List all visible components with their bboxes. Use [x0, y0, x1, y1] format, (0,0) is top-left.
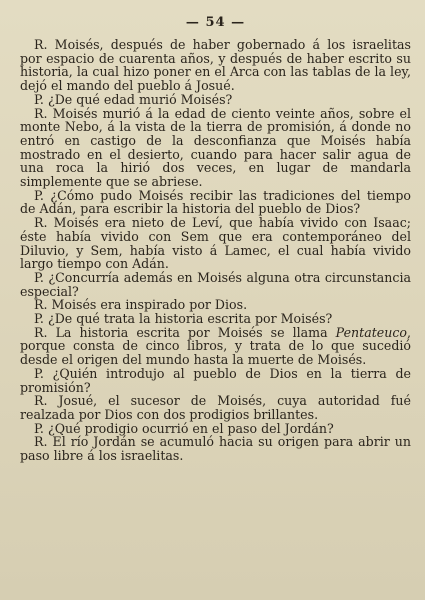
paragraph-text: ¿Cómo pudo Moisés recibir las tradiciones del tiempo de Adán, para escribir la historia del pueblo de Dios?	[20, 187, 411, 217]
paragraph-12	[20, 422, 411, 436]
speaker-label: R.	[34, 434, 48, 450]
speaker-label: P.	[34, 311, 44, 327]
paragraph-text: Moisés era nieto de Leví, que había vivido con Isaac; éste había vivido con Sem que era contemporáneo del Diluvio, y Sem, había visto á Lamec, el cual había vivido largo tiempo con Adán.	[20, 215, 411, 272]
paragraph-text-continued: , porque consta de cinco libros, y trata de lo que sucedió desde el origen del mundo hasta la muerte de Moisés.	[20, 324, 411, 368]
paragraph-text: La historia escrita por Moisés se llama	[55, 324, 336, 340]
paragraph-text: ¿De qué trata la historia escrita por Moisés?	[47, 311, 333, 327]
paragraph-text: Moisés murió á la edad de ciento veinte años, sobre el monte Nebo, á la vista de la tierra de promisión, á donde no entró en castigo de la desconfianza que Moisés había mostrado en el desierto, cuando para hacer salir agua de una roca la hirió dos veces, en lugar de mandarla simplemente que se abriese.	[20, 105, 411, 190]
paragraph-text: ¿Qué prodigio ocurrió en el paso del Jordán?	[47, 420, 334, 436]
paragraph-11	[20, 394, 411, 421]
speaker-label: R.	[34, 393, 48, 409]
speaker-label: P.	[34, 187, 44, 203]
paragraph-10	[20, 367, 411, 394]
speaker-label: P.	[34, 269, 44, 285]
book-title: Pentateuco	[335, 324, 407, 340]
paragraph-text: Josué, el sucesor de Moisés, cuya autoridad fué realzada por Dios con dos prodigios brillantes.	[20, 393, 411, 422]
paragraph-8	[20, 312, 411, 326]
paragraph-text: ¿Concurría además en Moisés alguna otra circunstancia especial?	[20, 269, 411, 299]
paragraph-1	[20, 38, 411, 93]
speaker-label: P.	[34, 91, 44, 107]
speaker-label: R.	[34, 215, 48, 231]
speaker-label: R.	[34, 297, 48, 313]
paragraph-7	[20, 298, 411, 312]
paragraph-2	[20, 93, 411, 107]
paragraph-text: Moisés, después de haber gobernado á los israelitas por espacio de cuarenta años, y después de haber escrito su historia, la cual hizo poner en el Arca con las tablas de la ley, dejó el mando del pueblo á Josué.	[20, 37, 411, 94]
speaker-label: R.	[34, 324, 48, 340]
paragraph-13	[20, 435, 411, 462]
speaker-label: R.	[34, 37, 48, 52]
paragraph-9	[20, 326, 411, 367]
speaker-label: P.	[34, 365, 44, 381]
page-number: — 54 —	[185, 15, 246, 30]
paragraph-4	[20, 189, 411, 216]
speaker-label: P.	[34, 420, 44, 436]
speaker-label: R.	[34, 105, 48, 121]
paragraph-text: Moisés era inspirado por Dios.	[51, 297, 248, 313]
paragraph-text: El río Jordán se acumuló hacia su origen para abrir un paso libre á los israelitas.	[20, 434, 411, 464]
paragraph-text: ¿Quién introdujo al pueblo de Dios en la tierra de promisión?	[20, 365, 411, 395]
paragraph-5	[20, 216, 411, 271]
paragraph-3	[20, 107, 411, 189]
paragraph-6	[20, 271, 411, 298]
paragraph-text: ¿De qué edad murió Moisés?	[47, 91, 233, 107]
